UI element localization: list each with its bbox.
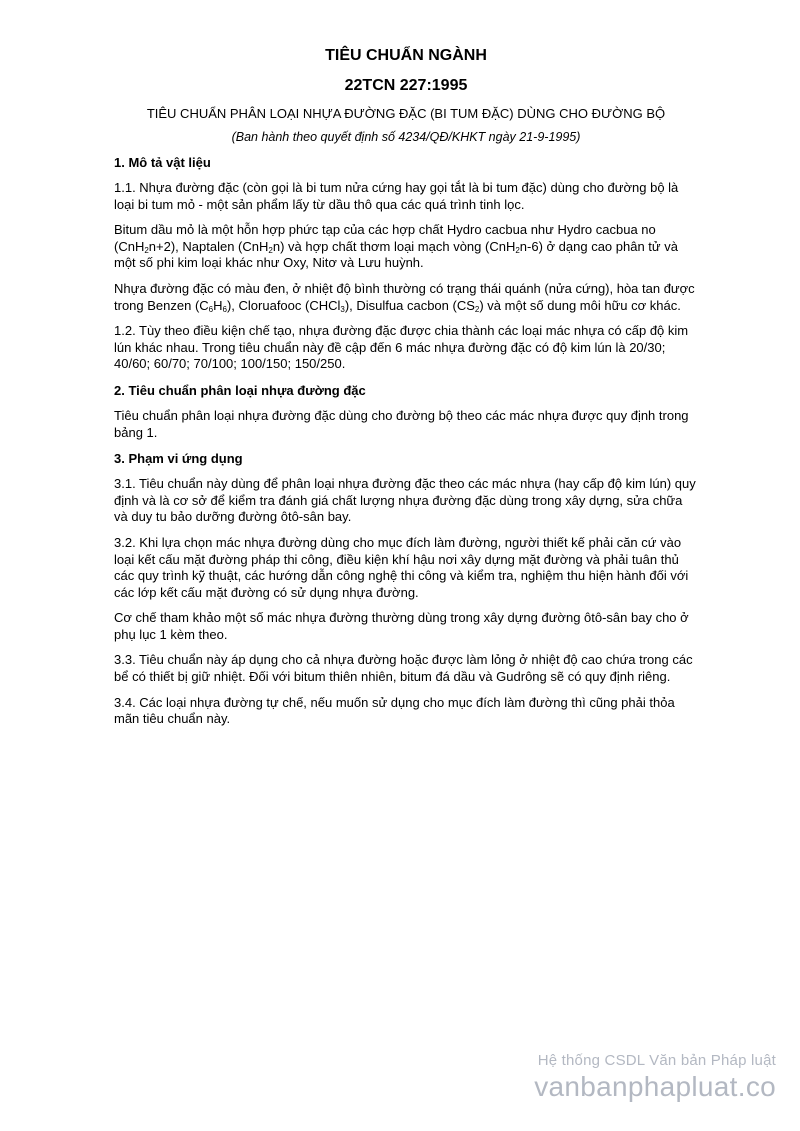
paragraph-3-3: 3.3. Tiêu chuẩn này áp dụng cho cả nhựa đường hoặc được làm lỏng ở nhiệt độ cao chứa trong các bể có thiết bị giữ nhiệt. Đối với bitum thiên nhiên, bitum đá dầu và Gudrông sẽ có quy định riêng. xyxy=(114,652,693,685)
watermark-site-name: vanbanphapluat.co xyxy=(534,1071,776,1102)
watermark-caption: Hệ thống CSDL Văn bản Pháp luật xyxy=(537,1052,776,1069)
document-subtitle: TIÊU CHUẨN PHÂN LOẠI NHỰA ĐƯỜNG ĐẶC (BI TUM ĐẶC) DÙNG CHO ĐƯỜNG BỘ xyxy=(146,106,666,121)
paragraph-1-1: 1.1. Nhựa đường đặc (còn gọi là bi tum nửa cứng hay gọi tắt là bi tum đặc) dùng cho đường bộ là loại bi tum mỏ - một sản phẩm lấy từ dầu thô qua các quá trình tinh lọc. xyxy=(114,180,679,212)
paragraph-bitumen-properties: Nhựa đường đặc có màu đen, ở nhiệt độ bình thường có trạng thái quánh (nửa cứng), hòa tan được trong Benzen $(C_6H_6)$, Cloruafooc (CHCl$_3$), Disulfua cacbon $(CS_2)$ và một số dung môi hữu cơ khác. xyxy=(114,280,695,314)
issuance-note: (Ban hành theo quyết định số 4234/QĐ/KHKT ngày 21-9-1995) xyxy=(231,130,581,144)
paragraph-3-2: 3.2. Khi lựa chọn mác nhựa đường dùng cho mục đích làm đường, người thiết kế phải căn cứ vào loại kết cấu mặt đường pháp thi công, điều kiện khí hậu nơi xây dựng mặt đường và phải tuân thủ các quy trình kỹ thuật, các hướng dẫn công nghệ thi công và kiểm tra, nghiệm thu hiện hành đối với các lớp kết cấu mặt đường có sử dụng nhựa đường. xyxy=(114,534,689,600)
paragraph-2: Tiêu chuẩn phân loại nhựa đường đặc dùng cho đường bộ theo các mác nhựa được quy định trong bảng 1. xyxy=(114,407,689,440)
paragraph-3-1: 3.1. Tiêu chuẩn này dùng để phân loại nhựa đường đặc theo các mác nhựa (hay cấp độ kim lún) quy định và là cơ sở để kiểm tra đánh giá chất lượng nhựa đường đặc dùng trong xây dựng, sửa chữa và duy tu bảo dưỡng đường ôtô-sân bay. xyxy=(114,476,696,525)
section-3-heading: 3. Phạm vi ứng dụng xyxy=(114,451,243,467)
document-title: TIÊU CHUẨN NGÀNH xyxy=(325,47,487,64)
document-code: 22TCN 227:1995 xyxy=(344,77,468,94)
section-2-heading: 2. Tiêu chuẩn phân loại nhựa đường đặc xyxy=(114,382,366,398)
paragraph-1-2: 1.2. Tùy theo điều kiện chế tạo, nhựa đường đặc được chia thành các loại mác nhựa có cấp độ kim lún khác nhau. Trong tiêu chuẩn này đề cập đến 6 mác nhựa đường đặc có độ kim lún là 20/30; 40/60; 60/70; 70/100; 100/150; 150/250. xyxy=(114,323,689,372)
paragraph-reference-note: Cơ chế tham khảo một số mác nhựa đường thường dùng trong xây dựng đường ôtô-sân bay cho ở phụ lục 1 kèm theo. xyxy=(114,610,689,642)
section-1-heading: 1. Mô tả vật liệu xyxy=(114,155,211,170)
paragraph-bitumen-composition: Bitum dầu mỏ là một hỗn hợp phức tạp của các hợp chất Hydro cacbua như Hydro cacbua no (CnH$_2$n+2), Naptalen (CnH$_2$n) và hợp chất thơm loại mạch vòng (CnH$_2$n-6) ở dạng cao phân tử và một số phi kim loại khác như Oxy, Nitơ và Lưu huỳnh. xyxy=(114,222,678,271)
paragraph-3-4: 3.4. Các loại nhựa đường tự chế, nếu muốn sử dụng cho mục đích làm đường thì cũng phải thỏa mãn tiêu chuẩn này. xyxy=(114,694,675,727)
watermark xyxy=(534,1052,776,1103)
document-content xyxy=(114,40,698,728)
